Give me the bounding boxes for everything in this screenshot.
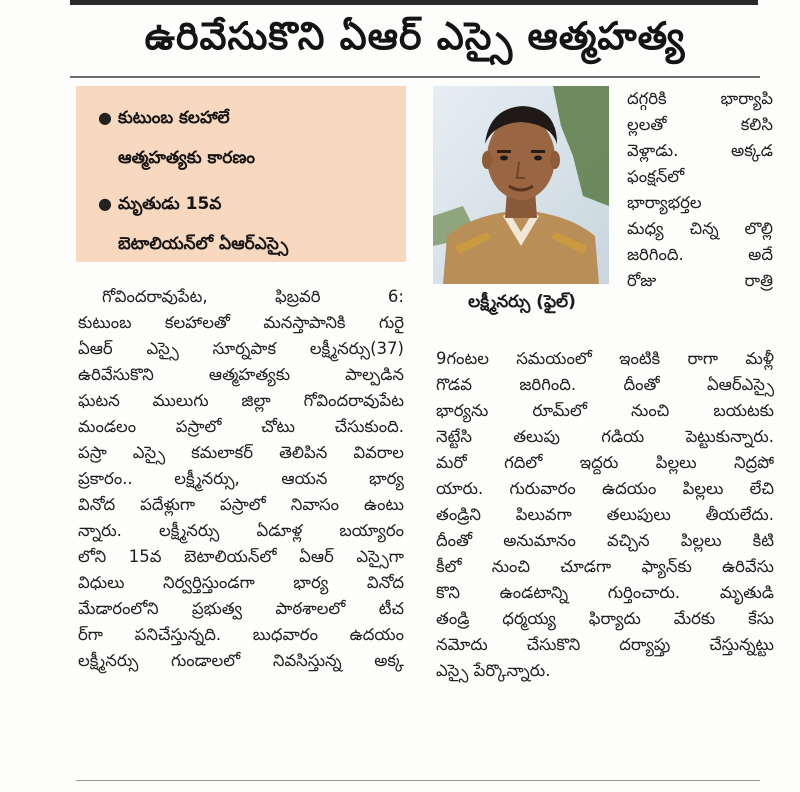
- highlight-text: మృతుడు 15వ బెటాలియన్‌లో ఏఆర్ఎస్సై: [118, 194, 289, 254]
- headline-rule: [70, 76, 760, 78]
- article-line: పస్రా ఎస్సై కమలాకర్ తెలిపిన వివరాల: [78, 443, 404, 462]
- headline: ఉరివేసుకొని ఏఆర్ ఎస్సై ఆత్మహత్య: [144, 14, 686, 58]
- article-line: ఫంక్షన్‌లో: [627, 167, 685, 186]
- article-line: న్నారు. లక్ష్మీనర్సు ఏడూళ్ల బయ్యారం: [78, 521, 404, 540]
- article-line: ఘటన ములుగు జిల్లా గోవిందరావుపేట: [78, 391, 404, 410]
- article-line: దగ్గరికి భార్యాపి: [627, 89, 773, 108]
- article-line: మధ్య చిన్న లొల్లి: [627, 219, 773, 238]
- article-line: మరో గదిలో ఇద్దరు పిల్లలు నిద్రపో: [436, 453, 774, 472]
- portrait-illustration: [433, 86, 609, 284]
- article-line: భార్యాభర్తల: [627, 193, 702, 212]
- portrait-photo: [433, 86, 609, 284]
- article-line: ఎస్సై పేర్కొన్నారు.: [436, 661, 551, 680]
- article-line: జరిగింది. అదే: [627, 245, 773, 264]
- article-line: గోవిందరావుపేట, ఫిబ్రవరి 6:: [102, 287, 404, 306]
- highlight-text: కుటుంబ కలహాలే ఆత్మహత్యకు కారణం: [118, 108, 255, 168]
- bottom-rule: [76, 780, 760, 781]
- article-line: మండలం పస్రాలో చోటు చేసుకుంది.: [78, 417, 404, 436]
- highlight-item: [98, 184, 396, 264]
- article-line: భార్యను రూమ్‌లో నుంచి బయటకు: [436, 401, 774, 420]
- article-line: ప్రకారం.. లక్ష్మీనర్సు, ఆయన భార్య: [78, 469, 404, 488]
- bullet-icon: ●: [98, 194, 112, 213]
- article-line: కొని ఉండటాన్ని గుర్తించారు. మృతుడి: [436, 583, 774, 602]
- article-line: యారు. గురువారం ఉదయం పిల్లలు లేచి: [436, 479, 774, 498]
- article-line: తండ్రి ధర్మయ్య ఫిర్యాదు మేరకు కేసు: [436, 609, 774, 628]
- bullet-icon: ●: [98, 108, 112, 127]
- top-rule: [70, 0, 758, 5]
- article-line: మేడారంలోని ప్రభుత్వ పాఠశాలలో టీచ: [78, 599, 404, 618]
- article-line: గొడవ జరిగింది. దీంతో ఏఆర్ఎస్సై: [436, 375, 774, 394]
- article-line: దీంతో అనుమానం వచ్చిన పిల్లలు కిటి: [436, 531, 774, 550]
- article-line: వెళ్లాడు. అక్కడ: [627, 141, 773, 160]
- article-line: లక్ష్మీనర్సు గుండాలలో నివసిస్తున్న అక్క: [78, 651, 404, 670]
- article-line: నెట్టేసి తలుపు గడియ పెట్టుకున్నారు.: [436, 427, 774, 446]
- article-line: ర్‌గా పనిచేస్తున్నది. బుధవారం ఉదయం: [78, 625, 404, 644]
- article-line: వినోద పదేళ్లుగా పస్రాలో నివాసం ఉంటు: [78, 495, 404, 514]
- article-line: నమోదు చేసుకొని దర్యాప్తు చేస్తున్నట్టు: [436, 635, 774, 654]
- article-line: ల్లలతో కలిసి: [627, 115, 773, 134]
- highlight-item: [98, 98, 396, 178]
- article-line: విధులు నిర్వర్తిస్తుండగా భార్య వినోద: [78, 573, 404, 592]
- article-line: ఏఆర్ ఎస్సై సూర్నపాక లక్ష్మీనర్సు(37): [78, 339, 404, 358]
- article-line: కీలో నుంచి చూడగా ఫ్యాన్‌కు ఉరివేసు: [436, 557, 774, 576]
- article-right-bottom-column: [436, 346, 774, 684]
- highlights-box: [76, 86, 406, 262]
- article-line: తండ్రిని పిలువగా తలుపులు తీయలేదు.: [436, 505, 774, 524]
- article-line: కుటుంబ కలహాలతో మనస్తాపానికి గురై: [78, 313, 404, 332]
- article-line: 9గంటల సమయంలో ఇంటికి రాగా మళ్లీ: [436, 349, 774, 368]
- article-line: రోజు రాత్రి: [627, 271, 773, 290]
- photo-caption: లక్ష్మీనర్సు (ఫైల్): [468, 292, 576, 312]
- article-line: ఉరివేసుకొని ఆత్మహత్యకు పాల్పడిన: [78, 365, 404, 384]
- article-right-top-column: [627, 86, 773, 294]
- article-left-column: [78, 284, 404, 674]
- article-line: లోని 15వ బెటాలియన్‌లో ఏఆర్ ఎస్సైగా: [78, 547, 404, 566]
